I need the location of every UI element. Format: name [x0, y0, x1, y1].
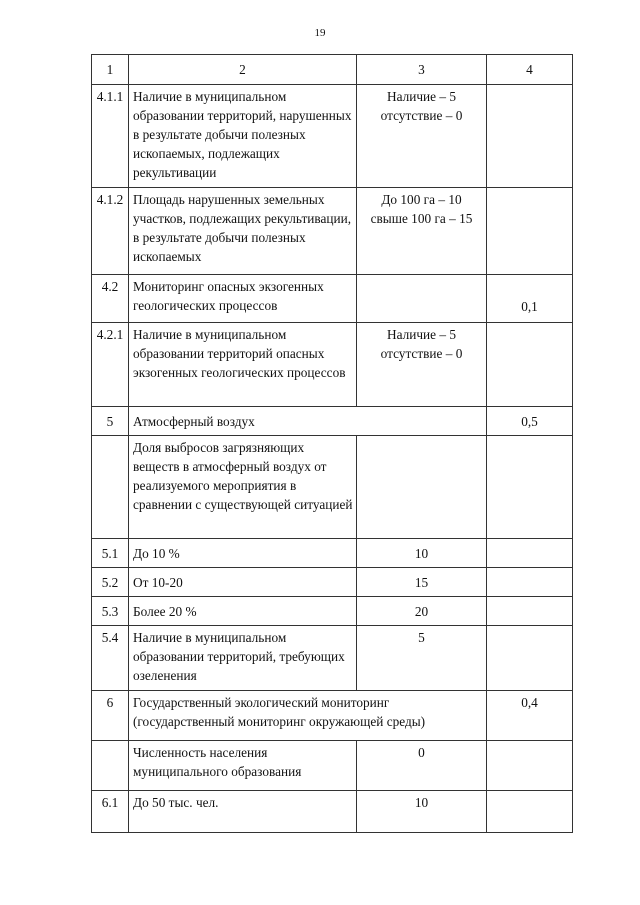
row-description: До 50 тыс. чел. — [129, 791, 357, 833]
row-weight — [487, 539, 573, 568]
row-weight — [487, 741, 573, 791]
page-number: 19 — [314, 27, 326, 39]
row-description: Более 20 % — [129, 597, 357, 626]
table-row — [92, 791, 573, 833]
row-description: Наличие в муниципальном образовании территорий, требующих озеленения — [129, 626, 357, 691]
score-text: Наличие – 5 отсутствие – 0 — [380, 89, 463, 123]
row-number: 4.1.2 — [92, 188, 129, 275]
row-description: От 10-20 — [129, 568, 357, 597]
header-cell-1: 1 — [92, 55, 129, 85]
row-score: 10 — [357, 791, 487, 833]
row-weight — [487, 85, 573, 188]
row-description: Государственный экологический мониторинг (государственный мониторинг окружающей среды) — [129, 691, 487, 741]
row-description: Наличие в муниципальном образовании территорий опасных экзогенных геологических процессов — [129, 323, 357, 407]
header-cell-4: 4 — [487, 55, 573, 85]
row-score: 5 — [357, 626, 487, 691]
row-description: Наличие в муниципальном образовании территорий, нарушенных в результате добычи полезных ископаемых, подлежащих рекультивации — [129, 85, 357, 188]
row-number: 5.2 — [92, 568, 129, 597]
row-description: Атмосферный воздух — [129, 407, 487, 436]
row-description: До 10 % — [129, 539, 357, 568]
table-header-row — [92, 55, 573, 85]
row-weight — [487, 626, 573, 691]
row-score: 0 — [357, 741, 487, 791]
row-number: 5.4 — [92, 626, 129, 691]
row-number: 5 — [92, 407, 129, 436]
row-description: Доля выбросов загрязняющих веществ в атмосферный воздух от реализуемого мероприятия в сравнении с существующей ситуацией — [129, 436, 357, 539]
row-number: 6 — [92, 691, 129, 741]
row-score — [357, 188, 487, 275]
header-cell-2: 2 — [129, 55, 357, 85]
table-row — [92, 188, 573, 275]
table-row — [92, 407, 573, 436]
row-score — [357, 436, 487, 539]
table-row — [92, 597, 573, 626]
row-weight: 0,5 — [487, 407, 573, 436]
row-score: 10 — [357, 539, 487, 568]
row-description: Площадь нарушенных земельных участков, подлежащих рекультивации, в результате добычи полезных ископаемых — [129, 188, 357, 275]
row-weight — [487, 436, 573, 539]
row-weight — [487, 188, 573, 275]
table-row — [92, 691, 573, 741]
score-text: До 100 га – 10 свыше 100 га – 15 — [370, 192, 473, 226]
table-row — [92, 323, 573, 407]
row-weight: 0,1 — [487, 275, 573, 323]
table-row — [92, 85, 573, 188]
table-row — [92, 568, 573, 597]
row-number — [92, 741, 129, 791]
table-row — [92, 275, 573, 323]
table-row — [92, 436, 573, 539]
criteria-table — [91, 54, 573, 833]
row-number: 5.3 — [92, 597, 129, 626]
row-weight — [487, 597, 573, 626]
row-description: Мониторинг опасных экзогенных геологических процессов — [129, 275, 357, 323]
row-score — [357, 275, 487, 323]
row-number: 4.2 — [92, 275, 129, 323]
row-number — [92, 436, 129, 539]
row-weight: 0,4 — [487, 691, 573, 741]
row-score: 20 — [357, 597, 487, 626]
row-number: 4.2.1 — [92, 323, 129, 407]
row-weight — [487, 568, 573, 597]
row-score: 15 — [357, 568, 487, 597]
row-number: 5.1 — [92, 539, 129, 568]
row-weight — [487, 791, 573, 833]
row-description: Численность населения муниципального образования — [129, 741, 357, 791]
row-score — [357, 85, 487, 188]
row-number: 4.1.1 — [92, 85, 129, 188]
table-row — [92, 539, 573, 568]
table-row — [92, 626, 573, 691]
score-text: Наличие – 5 отсутствие – 0 — [380, 327, 463, 361]
row-number: 6.1 — [92, 791, 129, 833]
table-row — [92, 741, 573, 791]
row-weight — [487, 323, 573, 407]
header-cell-3: 3 — [357, 55, 487, 85]
row-score — [357, 323, 487, 407]
